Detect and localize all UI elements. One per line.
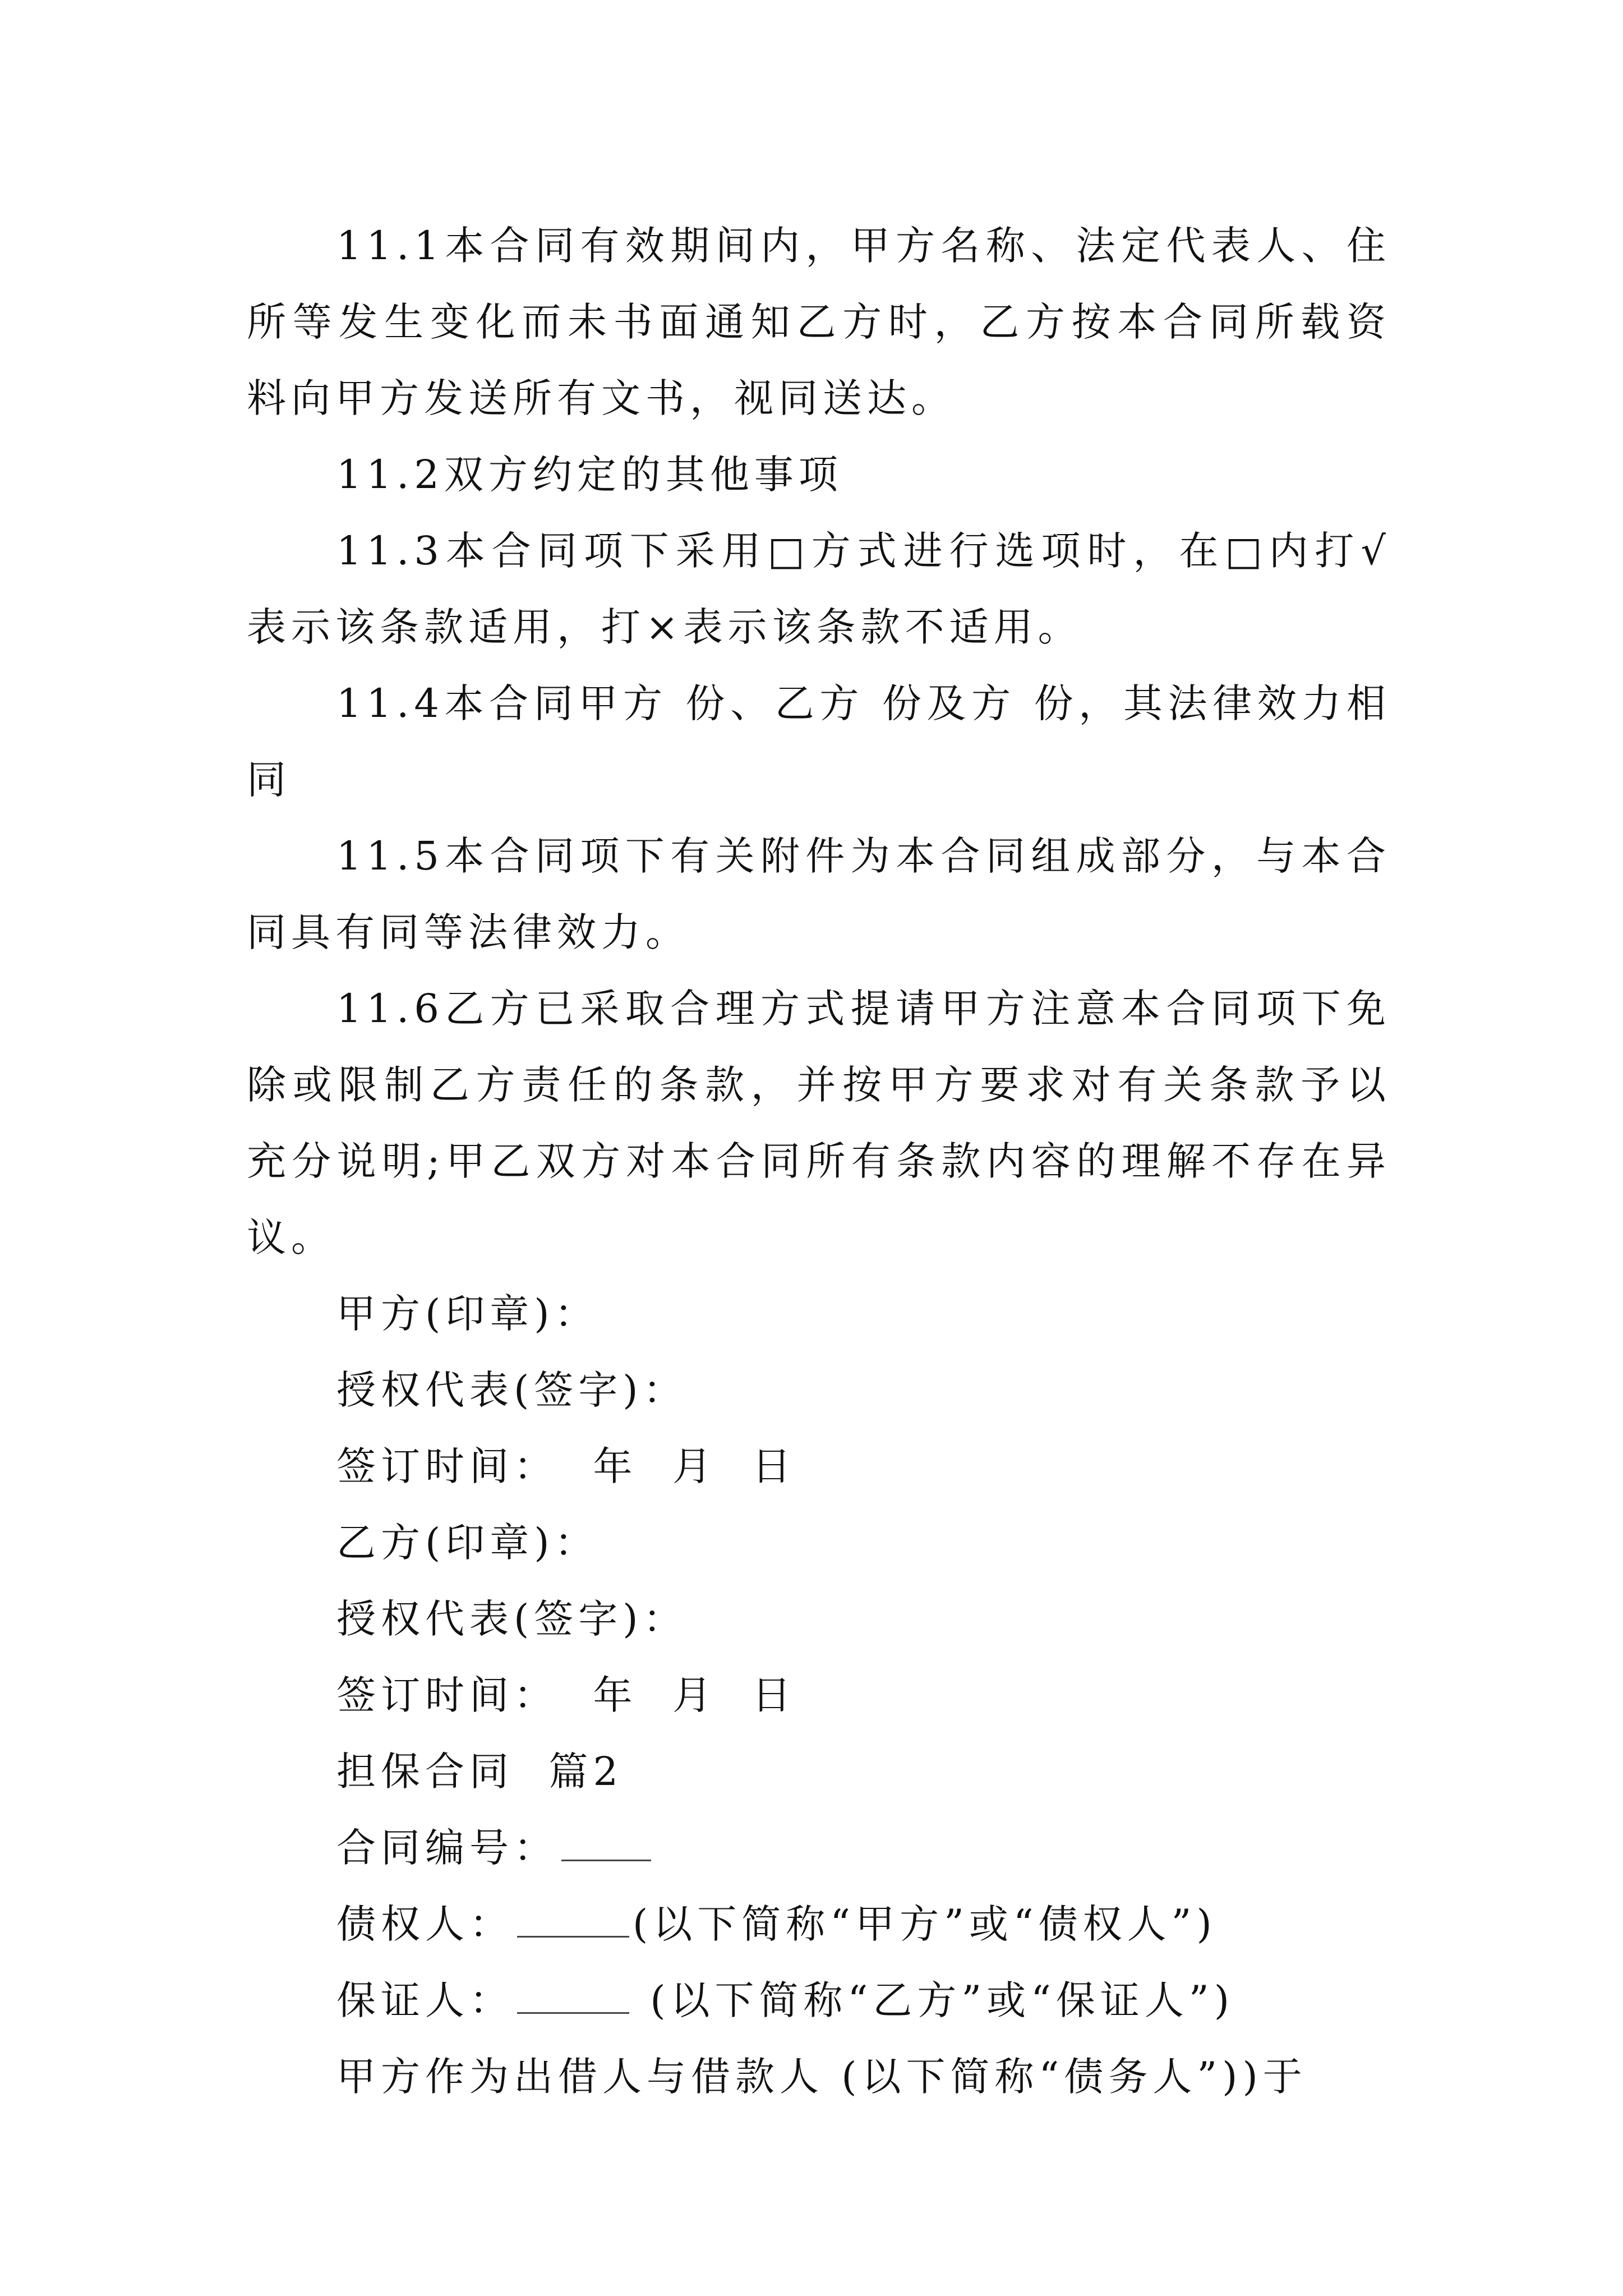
creditor-blank — [517, 1902, 629, 1938]
party-b-representative: 授权代表(签字)： — [336, 1596, 688, 1642]
clause-11-4: 11.4本合同甲方 份、乙方 份及方 份，其法律效力相同 — [247, 680, 1391, 803]
party-a-seal: 甲方(印章)： — [336, 1291, 599, 1337]
party-b-sign-date: 签订时间： 年 月 日 — [336, 1672, 796, 1718]
clause-11-3: 11.3本合同项下采用□方式进行选项时，在□内打√表示该条款适用，打×表示该条款不适用。 — [247, 528, 1391, 650]
creditor-label: 债权人： — [336, 1901, 514, 1947]
contract-body — [247, 208, 1391, 2115]
party-a-representative: 授权代表(签字)： — [336, 1367, 688, 1413]
contract-number-line — [247, 1810, 1391, 1886]
clause-11-6: 11.6乙方已采取合理方式提请甲方注意本合同项下免除或限制乙方责任的条款，并按甲方要求对有关条款予以充分说明;甲乙双方对本合同所有条款内容的理解不存在异议。 — [247, 986, 1391, 1260]
guarantor-line — [247, 1962, 1391, 2039]
clause-11-1: 11.1本合同有效期间内，甲方名称、法定代表人、住所等发生变化而未书面通知乙方时，乙方按本合同所载资料向甲方发送所有文书，视同送达。 — [247, 223, 1391, 421]
contract-number-blank — [561, 1826, 651, 1861]
creditor-suffix: (以下简称“甲方”或“债权人”) — [633, 1901, 1217, 1947]
guarantor-blank — [517, 1978, 629, 2014]
creditor-line — [247, 1886, 1391, 1962]
clause-11-2: 11.2双方约定的其他事项 — [336, 452, 843, 498]
guarantor-label: 保证人： — [336, 1977, 514, 2023]
party-b-seal: 乙方(印章)： — [336, 1520, 599, 1566]
contract-number-label: 合同编号： — [336, 1825, 558, 1871]
guarantor-suffix: (以下简称“乙方”或“保证人”) — [633, 1977, 1235, 2023]
section-heading: 担保合同 篇2 — [336, 1749, 624, 1795]
party-a-sign-date: 签订时间： 年 月 日 — [336, 1443, 796, 1489]
clause-11-5: 11.5本合同项下有关附件为本合同组成部分，与本合同具有同等法律效力。 — [247, 833, 1391, 955]
loan-statement-line: 甲方作为出借人与借款人 (以下简称“债务人”))于 — [336, 2054, 1307, 2100]
